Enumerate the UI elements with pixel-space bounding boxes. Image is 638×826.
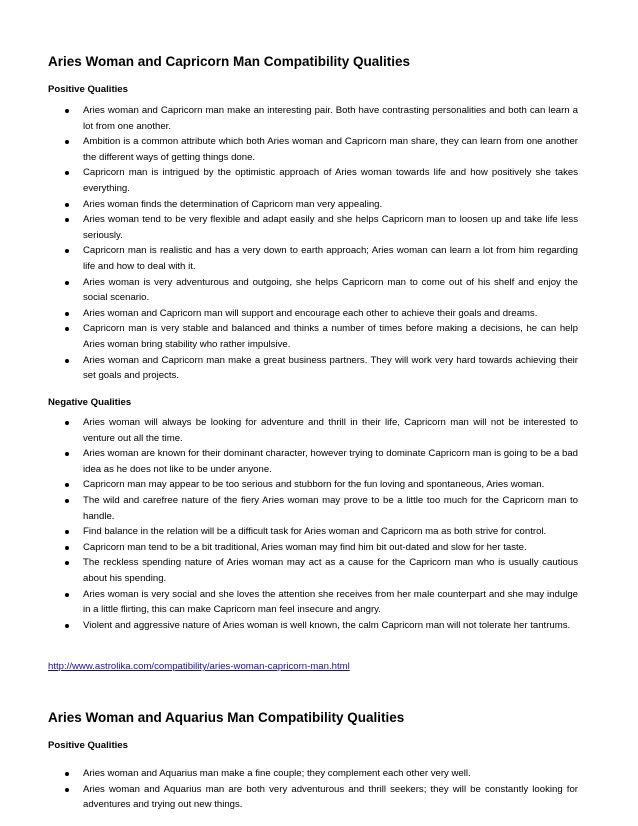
list-item-text: Capricorn man may appear to be too serious and stubborn for the fun loving and spontaneous, Aries woman. <box>83 479 545 491</box>
bullet-icon <box>65 530 69 534</box>
list-item-text: Aries woman is very social and she loves the attention she receives from her male counterpart and she may indulge in a little flirting, this can make Capricorn man feel insecure and angry. <box>83 588 578 616</box>
aquarius-positive-heading: Positive Qualities <box>48 740 128 751</box>
aquarius-section-title: Aries Woman and Aquarius Man Compatibility Qualities <box>48 710 405 725</box>
bullet-icon <box>65 359 69 363</box>
capricorn-positive-list <box>48 103 578 384</box>
list-item-text: Capricorn man is very stable and balanced and thinks a number of times before making a decisions, he can help Aries woman bring stability who rather impulsive. <box>83 323 578 350</box>
capricorn-positive-item <box>48 212 578 243</box>
list-item-text: Aries woman and Capricorn man make a great business partners. They will work very hard towards achieving their set goals and projects. <box>83 354 578 382</box>
bullet-icon <box>65 452 69 456</box>
capricorn-negative-item <box>48 618 578 634</box>
capricorn-negative-item <box>48 493 578 524</box>
capricorn-negative-item <box>48 555 578 586</box>
aquarius-positive-list <box>48 766 578 813</box>
capricorn-positive-item <box>48 103 578 134</box>
capricorn-negative-item <box>48 587 578 618</box>
capricorn-negative-item <box>48 415 578 446</box>
bullet-icon <box>65 772 69 776</box>
capricorn-negative-item <box>48 524 578 540</box>
list-item-text: Capricorn man is realistic and has a very down to earth approach; Aries woman can learn a lot from him regarding life and how to deal with it. <box>83 245 578 272</box>
bullet-icon <box>65 312 69 316</box>
list-item-text: Ambition is a common attribute which both Aries woman and Capricorn man share, they can learn from one another the different ways of getting things done. <box>83 136 578 163</box>
capricorn-negative-list <box>48 415 578 633</box>
capricorn-positive-item <box>48 165 578 196</box>
list-item-text: Violent and aggressive nature of Aries woman is well known, the calm Capricorn man will not tolerate her tantrums. <box>83 619 571 631</box>
list-item-text: Aries woman tend to be very flexible and adapt easily and she helps Capricorn man to loosen up and take life less seriously. <box>83 214 578 241</box>
list-item-text: Find balance in the relation will be a difficult task for Aries woman and Capricorn ma as both strive for control. <box>83 526 547 538</box>
capricorn-negative-item <box>48 446 578 477</box>
capricorn-positive-item <box>48 197 578 213</box>
list-item-text: Aries woman will always be looking for adventure and thrill in their life, Capricorn man will not be interested to venture out all the time. <box>83 417 578 444</box>
bullet-icon <box>65 593 69 597</box>
bullet-icon <box>65 249 69 253</box>
capricorn-positive-item <box>48 353 578 384</box>
list-item-text: Capricorn man tend to be a bit traditional, Aries woman may find him bit out-dated and slow for her taste. <box>83 541 527 553</box>
capricorn-positive-item <box>48 275 578 306</box>
bullet-icon <box>65 171 69 175</box>
bullet-icon <box>65 281 69 285</box>
capricorn-negative-item <box>48 540 578 556</box>
bullet-icon <box>65 561 69 565</box>
bullet-icon <box>65 483 69 487</box>
bullet-icon <box>65 624 69 628</box>
capricorn-positive-item <box>48 321 578 352</box>
list-item-text: The wild and carefree nature of the fiery Aries woman may prove to be a little too much for the Capricorn man to handle. <box>83 494 578 522</box>
capricorn-positive-item <box>48 306 578 322</box>
capricorn-positive-item <box>48 134 578 165</box>
bullet-icon <box>65 140 69 144</box>
aquarius-positive-item <box>48 766 578 782</box>
bullet-icon <box>65 109 69 113</box>
capricorn-negative-item <box>48 477 578 493</box>
bullet-icon <box>65 788 69 792</box>
list-item-text: The reckless spending nature of Aries woman may act as a cause for the Capricorn man who is usually cautious about his spending. <box>83 557 578 584</box>
list-item-text: Aries woman and Capricorn man will support and encourage each other to achieve their goals and dreams. <box>83 307 538 319</box>
bullet-icon <box>65 499 69 503</box>
source-link[interactable]: http://www.astrolika.com/compatibility/aries-woman-capricorn-man.html <box>48 661 350 672</box>
capricorn-negative-heading: Negative Qualities <box>48 397 132 408</box>
list-item-text: Aries woman is very adventurous and outgoing, she helps Capricorn man to come out of his shelf and enjoy the social scenario. <box>83 276 578 304</box>
list-item-text: Aries woman finds the determination of Capricorn man very appealing. <box>83 198 383 210</box>
bullet-icon <box>65 203 69 207</box>
bullet-icon <box>65 327 69 331</box>
bullet-icon <box>65 218 69 222</box>
bullet-icon <box>65 546 69 550</box>
list-item-text: Capricorn man is intrigued by the optimistic approach of Aries woman towards life and how positively she takes everything. <box>83 167 578 194</box>
list-item-text: Aries woman and Aquarius man make a fine couple; they complement each other very well. <box>83 768 471 779</box>
list-item-text: Aries woman are known for their dominant character, however trying to dominate Capricorn man is going to be a bad idea as he does not like to be under anyone. <box>83 448 578 475</box>
list-item-text: Aries woman and Aquarius man are both very adventurous and thrill seekers; they will be constantly looking for adventures and trying out new things. <box>83 783 578 811</box>
capricorn-positive-item <box>48 243 578 274</box>
capricorn-section-title: Aries Woman and Capricorn Man Compatibility Qualities <box>48 54 411 69</box>
capricorn-positive-heading: Positive Qualities <box>48 84 128 95</box>
aquarius-positive-item <box>48 782 578 813</box>
bullet-icon <box>65 421 69 425</box>
list-item-text: Aries woman and Capricorn man make an interesting pair. Both have contrasting personalities and both can learn a lot from one another. <box>83 105 578 132</box>
